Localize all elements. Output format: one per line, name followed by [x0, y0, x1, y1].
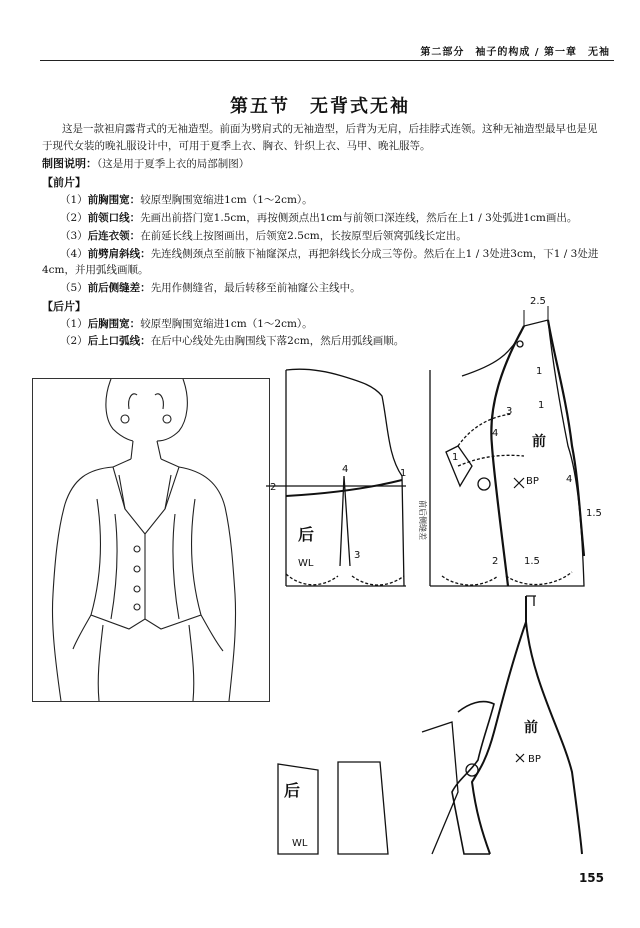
label-side-seam-diff: 前后侧缝差	[418, 500, 427, 540]
drafting-note	[42, 155, 249, 171]
item-text: 较原型胸围宽缩进1cm（1～2cm）。	[140, 318, 313, 330]
front-item-5	[42, 280, 612, 296]
drafting-note-sub: （这是用于夏季上衣的局部制图）	[97, 158, 250, 170]
item-term: 前领口线：	[87, 212, 141, 224]
item-num: （1）	[60, 194, 88, 206]
page-number: 155	[578, 871, 604, 885]
front-inner-edge	[472, 622, 526, 854]
item-num: （2）	[60, 335, 88, 347]
label-4-mid: 4	[492, 428, 499, 439]
label-1-left: 1	[452, 452, 459, 463]
front-item-4	[42, 246, 612, 278]
label-bp: BP	[526, 476, 539, 487]
front-heading: 【前片】	[42, 176, 86, 189]
label-1-back: 1	[400, 468, 407, 479]
front-item-2	[42, 210, 612, 226]
item-text: 先用作侧缝省，最后转移至前袖窿公主线中。	[150, 282, 361, 294]
garment-illustration	[32, 378, 270, 702]
waist-curves	[286, 574, 404, 585]
back-piece-right	[338, 762, 388, 854]
front-item-3	[42, 228, 612, 244]
label-4-back: 4	[342, 464, 349, 475]
vest-figure-drawing	[33, 379, 269, 701]
intro-paragraph: 这是一款袒肩露背式的无袖造型。前面为劈肩式的无袖造型，后背为无肩，后挂脖式连领。这种无袖造型最早也是见于现代女装的晚礼服设计中，可用于夏季上衣、胸衣、针织上衣、马甲、晚礼服等。	[42, 123, 598, 152]
label-front-bottom: 前	[524, 720, 538, 736]
item-num: （5）	[60, 282, 88, 294]
item-text: 先连线侧颈点至前腋下袖窿深点，再把斜线长分成三等份。然后在上1 / 3处进3cm，下1 / 3处进4cm，并用弧线画顺。	[42, 248, 599, 276]
item-num: （1）	[60, 318, 88, 330]
label-back-bottom: 后	[284, 781, 301, 800]
label-3-front: 3	[506, 406, 513, 417]
label-4-front: 4	[566, 474, 573, 485]
final-pattern-diagram	[262, 592, 614, 862]
label-2-front: 2	[492, 556, 499, 567]
label-back: 后	[298, 525, 315, 544]
label-2: 2	[270, 482, 277, 493]
running-header: 第二部分 袖子的构成 / 第一章 无袖	[420, 47, 610, 58]
item-text: 在前延长线上按图画出，后领宽2.5cm，长按原型后领窝弧线长定出。	[140, 230, 467, 242]
front-back-pattern-diagram	[262, 296, 614, 592]
item-text: 先画出前搭门宽1.5cm，再按侧颈点出1cm与前领口深连线，然后在上1 / 3处弧进1cm画出。	[140, 212, 578, 224]
item-num: （4）	[60, 248, 88, 260]
header-rule	[40, 60, 614, 61]
label-wl-bottom: WL	[292, 838, 308, 849]
item-term: 后连衣领：	[87, 230, 141, 242]
front-item-1	[42, 192, 612, 208]
section-title: 第五节 无背式无袖	[230, 96, 410, 117]
label-1-top: 1	[536, 366, 543, 377]
label-bp-bottom: BP	[528, 754, 541, 765]
back-heading: 【后片】	[42, 300, 86, 313]
item-term: 前后侧缝差：	[87, 282, 151, 294]
item-term: 后上口弧线：	[87, 335, 151, 347]
item-term: 后胸围宽：	[87, 318, 141, 330]
item-num: （3）	[60, 230, 88, 242]
back-shoulder-armhole	[286, 369, 407, 586]
label-1-mid: 1	[538, 400, 545, 411]
drafting-note-label: 制图说明：	[42, 157, 97, 170]
label-wl: WL	[298, 558, 314, 569]
label-1-5-side: 1.5	[586, 508, 602, 519]
label-front: 前	[532, 434, 546, 450]
item-term: 前胸围宽：	[87, 194, 141, 206]
label-2-5: 2.5	[530, 296, 546, 307]
item-num: （2）	[60, 212, 88, 224]
label-3-back: 3	[354, 550, 361, 561]
item-text: 在后中心线处先由胸围线下落2cm，然后用弧线画顺。	[150, 335, 405, 347]
item-term: 前劈肩斜线：	[87, 248, 151, 260]
label-1-5-waist: 1.5	[524, 556, 540, 567]
item-text: 较原型胸围宽缩进1cm（1～2cm）。	[140, 194, 313, 206]
